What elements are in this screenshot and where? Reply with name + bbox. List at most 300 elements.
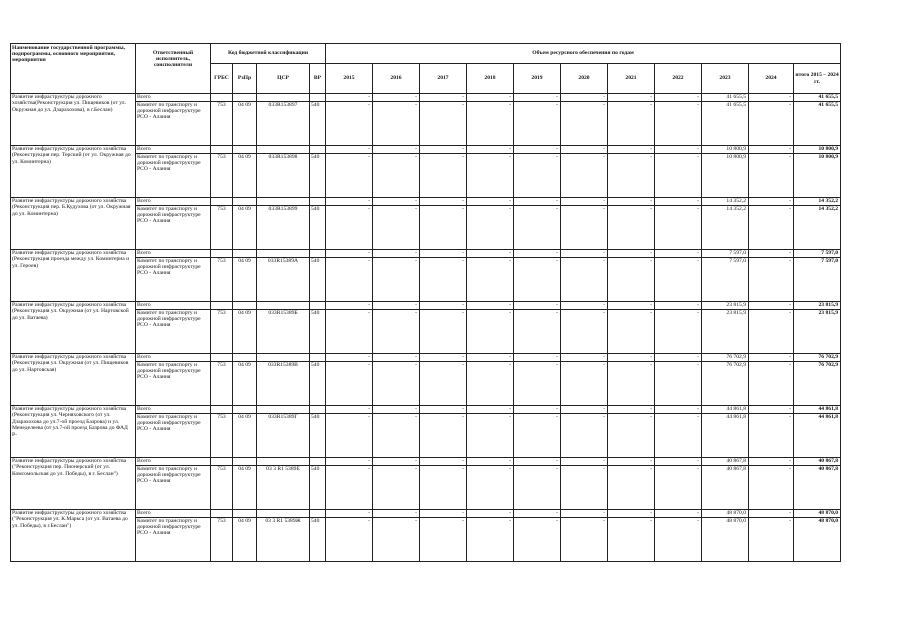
rzpr-cell: 04 09 — [233, 414, 257, 458]
executor-cell: Комитет по транспорту и дорожной инфраструктуре РСО - Алания — [136, 258, 211, 302]
year-value-cell: - — [561, 518, 608, 562]
header-year: 2024 — [749, 64, 794, 94]
header-rzpr: РзПр — [233, 64, 257, 94]
year-value-cell: - — [608, 146, 655, 154]
total-label-cell: Всего — [136, 406, 211, 414]
program-name-cell: Развитие инфраструктуры дорожного хозяйства (Реконструкция пер. Б.Кудухова (от ул. Окружная до ул. Коминтерна) — [11, 198, 136, 250]
header-csr: ЦСР — [257, 64, 310, 94]
year-value-cell: - — [514, 510, 561, 518]
code-cell — [233, 94, 257, 102]
row-total-cell: 40 867,8 — [794, 458, 841, 466]
code-cell — [211, 198, 233, 206]
year-value-cell: - — [373, 94, 420, 102]
row-total-cell: 76 702,9 — [794, 362, 841, 406]
year-2024-cell: - — [749, 458, 794, 466]
year-2024-cell: - — [749, 154, 794, 198]
year-value-cell: - — [420, 258, 467, 302]
year-value-cell: - — [561, 466, 608, 510]
year-value-cell: - — [373, 362, 420, 406]
total-label-cell: Всего — [136, 94, 211, 102]
executor-cell: Комитет по транспорту и дорожной инфраструктуре РСО - Алания — [136, 414, 211, 458]
year-2024-cell: - — [749, 406, 794, 414]
year-value-cell: - — [561, 362, 608, 406]
table-row-total — [11, 302, 841, 310]
header-budget-code: Код бюджетной классификации — [211, 44, 326, 64]
rzpr-cell: 04 09 — [233, 154, 257, 198]
year-value-cell: - — [655, 414, 702, 458]
year-value-cell: - — [373, 154, 420, 198]
year-value-cell: - — [467, 258, 514, 302]
year-value-cell: - — [608, 310, 655, 354]
vr-cell: 540 — [310, 206, 326, 250]
table-row-executor — [11, 518, 841, 562]
code-cell — [211, 510, 233, 518]
year-value-cell: - — [655, 310, 702, 354]
year-value-cell: - — [326, 354, 373, 362]
vr-cell: 540 — [310, 414, 326, 458]
code-cell — [233, 146, 257, 154]
table-row-executor — [11, 414, 841, 458]
year-2024-cell: - — [749, 466, 794, 510]
header-year: 2019 — [514, 64, 561, 94]
year-value-cell: - — [514, 458, 561, 466]
program-name-cell: Развитие инфраструктуры дорожного хозяйства(Реконструкция ул. Пищевиков (от ул. Окружная до ул. Дзарахохова), в г.Беслан) — [11, 94, 136, 146]
code-cell — [310, 94, 326, 102]
table-row-executor — [11, 206, 841, 250]
year-value-cell: - — [326, 458, 373, 466]
year-value-cell: - — [514, 94, 561, 102]
year-value-cell: - — [420, 466, 467, 510]
year-value-cell: - — [514, 518, 561, 562]
vr-cell: 540 — [310, 310, 326, 354]
year-value-cell: - — [467, 354, 514, 362]
year-2023-cell: 76 702,9 — [702, 354, 749, 362]
row-total-cell: 14 352,2 — [794, 206, 841, 250]
year-value-cell: - — [561, 198, 608, 206]
rzpr-cell: 04 09 — [233, 310, 257, 354]
year-value-cell: - — [561, 206, 608, 250]
year-value-cell: - — [467, 414, 514, 458]
year-2023-cell: 7 597,0 — [702, 258, 749, 302]
row-total-cell: 23 815,9 — [794, 310, 841, 354]
year-value-cell: - — [655, 258, 702, 302]
table-row-total — [11, 510, 841, 518]
year-2023-cell: 44 861,8 — [702, 406, 749, 414]
code-cell — [233, 458, 257, 466]
year-value-cell: - — [326, 102, 373, 146]
program-name-cell: Развитие инфраструктуры дорожного хозяйства (Реконструкция ул. Окружная (от ул. Пищевиков до ул. Нартовская) — [11, 354, 136, 406]
grbs-cell: 753 — [211, 154, 233, 198]
year-value-cell: - — [326, 94, 373, 102]
csr-cell: 033R153897 — [257, 102, 310, 146]
year-2024-cell: - — [749, 146, 794, 154]
year-2024-cell: - — [749, 414, 794, 458]
code-cell — [310, 250, 326, 258]
year-value-cell: - — [467, 94, 514, 102]
year-value-cell: - — [514, 198, 561, 206]
year-2023-cell: 48 870,0 — [702, 518, 749, 562]
code-cell — [233, 354, 257, 362]
header-year: 2016 — [373, 64, 420, 94]
year-2023-cell: 10 800,9 — [702, 154, 749, 198]
table-row-executor — [11, 362, 841, 406]
vr-cell: 540 — [310, 466, 326, 510]
executor-cell: Комитет по транспорту и дорожной инфраструктуре РСО - Алания — [136, 102, 211, 146]
code-cell — [211, 146, 233, 154]
code-cell — [211, 354, 233, 362]
year-value-cell: - — [420, 146, 467, 154]
total-label-cell: Всего — [136, 198, 211, 206]
year-value-cell: - — [467, 206, 514, 250]
grbs-cell: 753 — [211, 258, 233, 302]
year-value-cell: - — [655, 466, 702, 510]
year-2023-cell: 23 815,9 — [702, 302, 749, 310]
year-value-cell: - — [373, 414, 420, 458]
csr-cell: 033R153899 — [257, 206, 310, 250]
year-2023-cell: 23 815,9 — [702, 310, 749, 354]
csr-cell: 03 3 R1 5389Е — [257, 466, 310, 510]
table-row-executor — [11, 466, 841, 510]
header-year: 2021 — [608, 64, 655, 94]
year-value-cell: - — [467, 102, 514, 146]
year-2023-cell: 48 870,0 — [702, 510, 749, 518]
code-cell — [233, 302, 257, 310]
year-value-cell: - — [514, 302, 561, 310]
year-2024-cell: - — [749, 354, 794, 362]
year-value-cell: - — [373, 466, 420, 510]
csr-cell: 033R15389А — [257, 258, 310, 302]
year-value-cell: - — [655, 406, 702, 414]
year-value-cell: - — [373, 206, 420, 250]
year-2024-cell: - — [749, 510, 794, 518]
code-cell — [233, 510, 257, 518]
year-value-cell: - — [420, 310, 467, 354]
rzpr-cell: 04 09 — [233, 206, 257, 250]
grbs-cell: 753 — [211, 206, 233, 250]
year-value-cell: - — [655, 302, 702, 310]
year-value-cell: - — [373, 518, 420, 562]
year-value-cell: - — [420, 154, 467, 198]
year-value-cell: - — [373, 354, 420, 362]
year-value-cell: - — [467, 458, 514, 466]
year-value-cell: - — [373, 510, 420, 518]
year-value-cell: - — [514, 362, 561, 406]
year-value-cell: - — [420, 94, 467, 102]
row-total-cell: 48 870,0 — [794, 510, 841, 518]
row-total-cell: 7 597,0 — [794, 250, 841, 258]
year-2024-cell: - — [749, 102, 794, 146]
year-value-cell: - — [373, 198, 420, 206]
year-value-cell: - — [420, 406, 467, 414]
row-total-cell: 48 870,0 — [794, 518, 841, 562]
row-total-cell: 76 702,9 — [794, 354, 841, 362]
year-value-cell: - — [467, 250, 514, 258]
header-year: 2022 — [655, 64, 702, 94]
rzpr-cell: 04 09 — [233, 466, 257, 510]
year-value-cell: - — [467, 362, 514, 406]
year-value-cell: - — [561, 354, 608, 362]
year-value-cell: - — [467, 310, 514, 354]
code-cell — [211, 302, 233, 310]
code-cell — [310, 510, 326, 518]
csr-cell: 033R15389В — [257, 362, 310, 406]
year-value-cell: - — [514, 414, 561, 458]
year-value-cell: - — [373, 250, 420, 258]
year-value-cell: - — [326, 406, 373, 414]
code-cell — [257, 458, 310, 466]
year-value-cell: - — [373, 146, 420, 154]
year-value-cell: - — [608, 250, 655, 258]
table-row-total — [11, 354, 841, 362]
vr-cell: 540 — [310, 102, 326, 146]
table-row-executor — [11, 310, 841, 354]
year-value-cell: - — [655, 510, 702, 518]
year-value-cell: - — [655, 458, 702, 466]
year-value-cell: - — [420, 354, 467, 362]
year-2023-cell: 41 655,5 — [702, 102, 749, 146]
year-2024-cell: - — [749, 198, 794, 206]
year-value-cell: - — [608, 102, 655, 146]
row-total-cell: 41 655,5 — [794, 102, 841, 146]
year-value-cell: - — [608, 510, 655, 518]
rzpr-cell: 04 09 — [233, 518, 257, 562]
table-row-executor — [11, 154, 841, 198]
year-value-cell: - — [514, 406, 561, 414]
code-cell — [211, 458, 233, 466]
year-value-cell: - — [326, 302, 373, 310]
year-value-cell: - — [326, 362, 373, 406]
year-value-cell: - — [420, 102, 467, 146]
year-value-cell: - — [561, 310, 608, 354]
header-year: 2023 — [702, 64, 749, 94]
year-value-cell: - — [373, 258, 420, 302]
executor-cell: Комитет по транспорту и дорожной инфраструктуре РСО - Алания — [136, 206, 211, 250]
year-value-cell: - — [655, 146, 702, 154]
year-value-cell: - — [420, 198, 467, 206]
row-total-cell: 23 815,9 — [794, 302, 841, 310]
year-value-cell: - — [326, 206, 373, 250]
code-cell — [257, 250, 310, 258]
code-cell — [257, 146, 310, 154]
year-value-cell: - — [326, 518, 373, 562]
grbs-cell: 753 — [211, 310, 233, 354]
table-body — [11, 94, 841, 562]
year-value-cell: - — [561, 154, 608, 198]
code-cell — [211, 406, 233, 414]
header-year: 2015 — [326, 64, 373, 94]
year-value-cell: - — [326, 310, 373, 354]
code-cell — [233, 250, 257, 258]
year-2024-cell: - — [749, 302, 794, 310]
budget-table-sheet — [10, 43, 840, 562]
year-value-cell: - — [420, 458, 467, 466]
year-value-cell: - — [373, 406, 420, 414]
year-value-cell: - — [420, 250, 467, 258]
row-total-cell: 7 597,0 — [794, 258, 841, 302]
year-value-cell: - — [655, 154, 702, 198]
total-label-cell: Всего — [136, 302, 211, 310]
header-resources: Объем ресурсного обеспечения по годам — [326, 44, 841, 64]
year-2023-cell: 76 702,9 — [702, 362, 749, 406]
year-value-cell: - — [420, 302, 467, 310]
program-name-cell: Развитие инфраструктуры дорожного хозяйства (Реконструкция пер. Терский (от ул. Окружная до ул. Коминтерна) — [11, 146, 136, 198]
year-value-cell: - — [608, 198, 655, 206]
year-value-cell: - — [514, 206, 561, 250]
year-value-cell: - — [373, 302, 420, 310]
header-grbs: ГРБС — [211, 64, 233, 94]
grbs-cell: 753 — [211, 362, 233, 406]
program-name-cell: Развитие инфраструктуры дорожного хозяйства (Реконструкция ул. Окружная (от ул. Нартовской до ул. Ватаева) — [11, 302, 136, 354]
year-value-cell: - — [608, 354, 655, 362]
code-cell — [257, 94, 310, 102]
code-cell — [257, 510, 310, 518]
table-row-total — [11, 94, 841, 102]
year-value-cell: - — [373, 310, 420, 354]
year-value-cell: - — [514, 466, 561, 510]
year-2023-cell: 7 597,0 — [702, 250, 749, 258]
year-value-cell: - — [326, 146, 373, 154]
program-name-cell: Развитие инфраструктуры дорожного хозяйства ("Реконструкция ул. К.Маркса (от ул. Ватаева до ул. Победы), в г.Беслан") — [11, 510, 136, 562]
code-cell — [211, 250, 233, 258]
year-value-cell: - — [420, 362, 467, 406]
year-value-cell: - — [326, 414, 373, 458]
program-name-cell: Развитие инфраструктуры дорожного хозяйства (Реконструкция проезда между ул. Коминтерна и ул. Героев) — [11, 250, 136, 302]
year-2024-cell: - — [749, 250, 794, 258]
year-value-cell: - — [608, 406, 655, 414]
code-cell — [211, 94, 233, 102]
year-value-cell: - — [561, 414, 608, 458]
year-2023-cell: 44 861,8 — [702, 414, 749, 458]
year-value-cell: - — [467, 466, 514, 510]
csr-cell: 033R15389Г — [257, 414, 310, 458]
row-total-cell: 41 655,5 — [794, 94, 841, 102]
executor-cell: Комитет по транспорту и дорожной инфраструктуре РСО - Алания — [136, 154, 211, 198]
total-label-cell: Всего — [136, 354, 211, 362]
year-value-cell: - — [467, 518, 514, 562]
year-value-cell: - — [420, 414, 467, 458]
year-value-cell: - — [608, 414, 655, 458]
table-row-executor — [11, 102, 841, 146]
table-row-total — [11, 146, 841, 154]
year-value-cell: - — [467, 406, 514, 414]
year-2023-cell: 14 352,2 — [702, 206, 749, 250]
year-value-cell: - — [467, 146, 514, 154]
row-total-cell: 40 867,8 — [794, 466, 841, 510]
program-name-cell: Развитие инфраструктуры дорожного хозяйства ("Реконструкция пер. Пионерский (от ул. Комсомольская до ул. Победы), в г. Беслан") — [11, 458, 136, 510]
year-value-cell: - — [514, 258, 561, 302]
header-name: Наименование государственной программы, подпрограммы, основного мероприятия, мероприятия — [11, 44, 136, 94]
table-row-total — [11, 458, 841, 466]
year-value-cell: - — [608, 458, 655, 466]
year-value-cell: - — [326, 466, 373, 510]
table-row-total — [11, 406, 841, 414]
vr-cell: 540 — [310, 362, 326, 406]
code-cell — [310, 406, 326, 414]
header-year: 2018 — [467, 64, 514, 94]
year-value-cell: - — [326, 258, 373, 302]
code-cell — [233, 406, 257, 414]
year-value-cell: - — [655, 94, 702, 102]
year-value-cell: - — [561, 302, 608, 310]
year-value-cell: - — [514, 354, 561, 362]
total-label-cell: Всего — [136, 510, 211, 518]
total-label-cell: Всего — [136, 458, 211, 466]
csr-cell: 033R15389Б — [257, 310, 310, 354]
year-value-cell: - — [514, 310, 561, 354]
grbs-cell: 753 — [211, 518, 233, 562]
header-vr: ВР — [310, 64, 326, 94]
year-value-cell: - — [608, 94, 655, 102]
header-total: итого 2015 – 2024 гг. — [794, 64, 841, 94]
year-value-cell: - — [326, 510, 373, 518]
rzpr-cell: 04 09 — [233, 102, 257, 146]
code-cell — [310, 302, 326, 310]
header-year: 2020 — [561, 64, 608, 94]
code-cell — [310, 198, 326, 206]
csr-cell: 033R153898 — [257, 154, 310, 198]
year-value-cell: - — [326, 198, 373, 206]
year-value-cell: - — [326, 154, 373, 198]
grbs-cell: 753 — [211, 414, 233, 458]
year-2023-cell: 41 655,5 — [702, 94, 749, 102]
year-value-cell: - — [608, 518, 655, 562]
year-value-cell: - — [373, 102, 420, 146]
year-value-cell: - — [561, 458, 608, 466]
total-label-cell: Всего — [136, 146, 211, 154]
year-value-cell: - — [608, 302, 655, 310]
table-row-total — [11, 198, 841, 206]
year-2024-cell: - — [749, 206, 794, 250]
year-2023-cell: 14 352,2 — [702, 198, 749, 206]
year-value-cell: - — [467, 198, 514, 206]
year-2023-cell: 40 867,8 — [702, 458, 749, 466]
year-value-cell: - — [514, 250, 561, 258]
code-cell — [257, 406, 310, 414]
code-cell — [310, 458, 326, 466]
code-cell — [257, 302, 310, 310]
year-value-cell: - — [655, 198, 702, 206]
code-cell — [310, 146, 326, 154]
vr-cell: 540 — [310, 518, 326, 562]
code-cell — [233, 198, 257, 206]
year-2024-cell: - — [749, 362, 794, 406]
table-row-executor — [11, 258, 841, 302]
year-value-cell: - — [608, 206, 655, 250]
csr-cell: 03 3 R1 5389Ж — [257, 518, 310, 562]
year-value-cell: - — [467, 302, 514, 310]
year-2024-cell: - — [749, 258, 794, 302]
vr-cell: 540 — [310, 154, 326, 198]
year-value-cell: - — [655, 206, 702, 250]
executor-cell: Комитет по транспорту и дорожной инфраструктуре РСО - Алания — [136, 466, 211, 510]
grbs-cell: 753 — [211, 466, 233, 510]
table-row-total — [11, 250, 841, 258]
year-value-cell: - — [561, 146, 608, 154]
year-2023-cell: 10 800,9 — [702, 146, 749, 154]
year-value-cell: - — [655, 518, 702, 562]
year-2024-cell: - — [749, 518, 794, 562]
year-value-cell: - — [655, 354, 702, 362]
executor-cell: Комитет по транспорту и дорожной инфраструктуре РСО - Алания — [136, 518, 211, 562]
code-cell — [310, 354, 326, 362]
budget-table — [10, 43, 841, 562]
total-label-cell: Всего — [136, 250, 211, 258]
year-value-cell: - — [561, 102, 608, 146]
row-total-cell: 10 800,9 — [794, 146, 841, 154]
row-total-cell: 44 861,8 — [794, 414, 841, 458]
code-cell — [257, 198, 310, 206]
row-total-cell: 44 861,8 — [794, 406, 841, 414]
